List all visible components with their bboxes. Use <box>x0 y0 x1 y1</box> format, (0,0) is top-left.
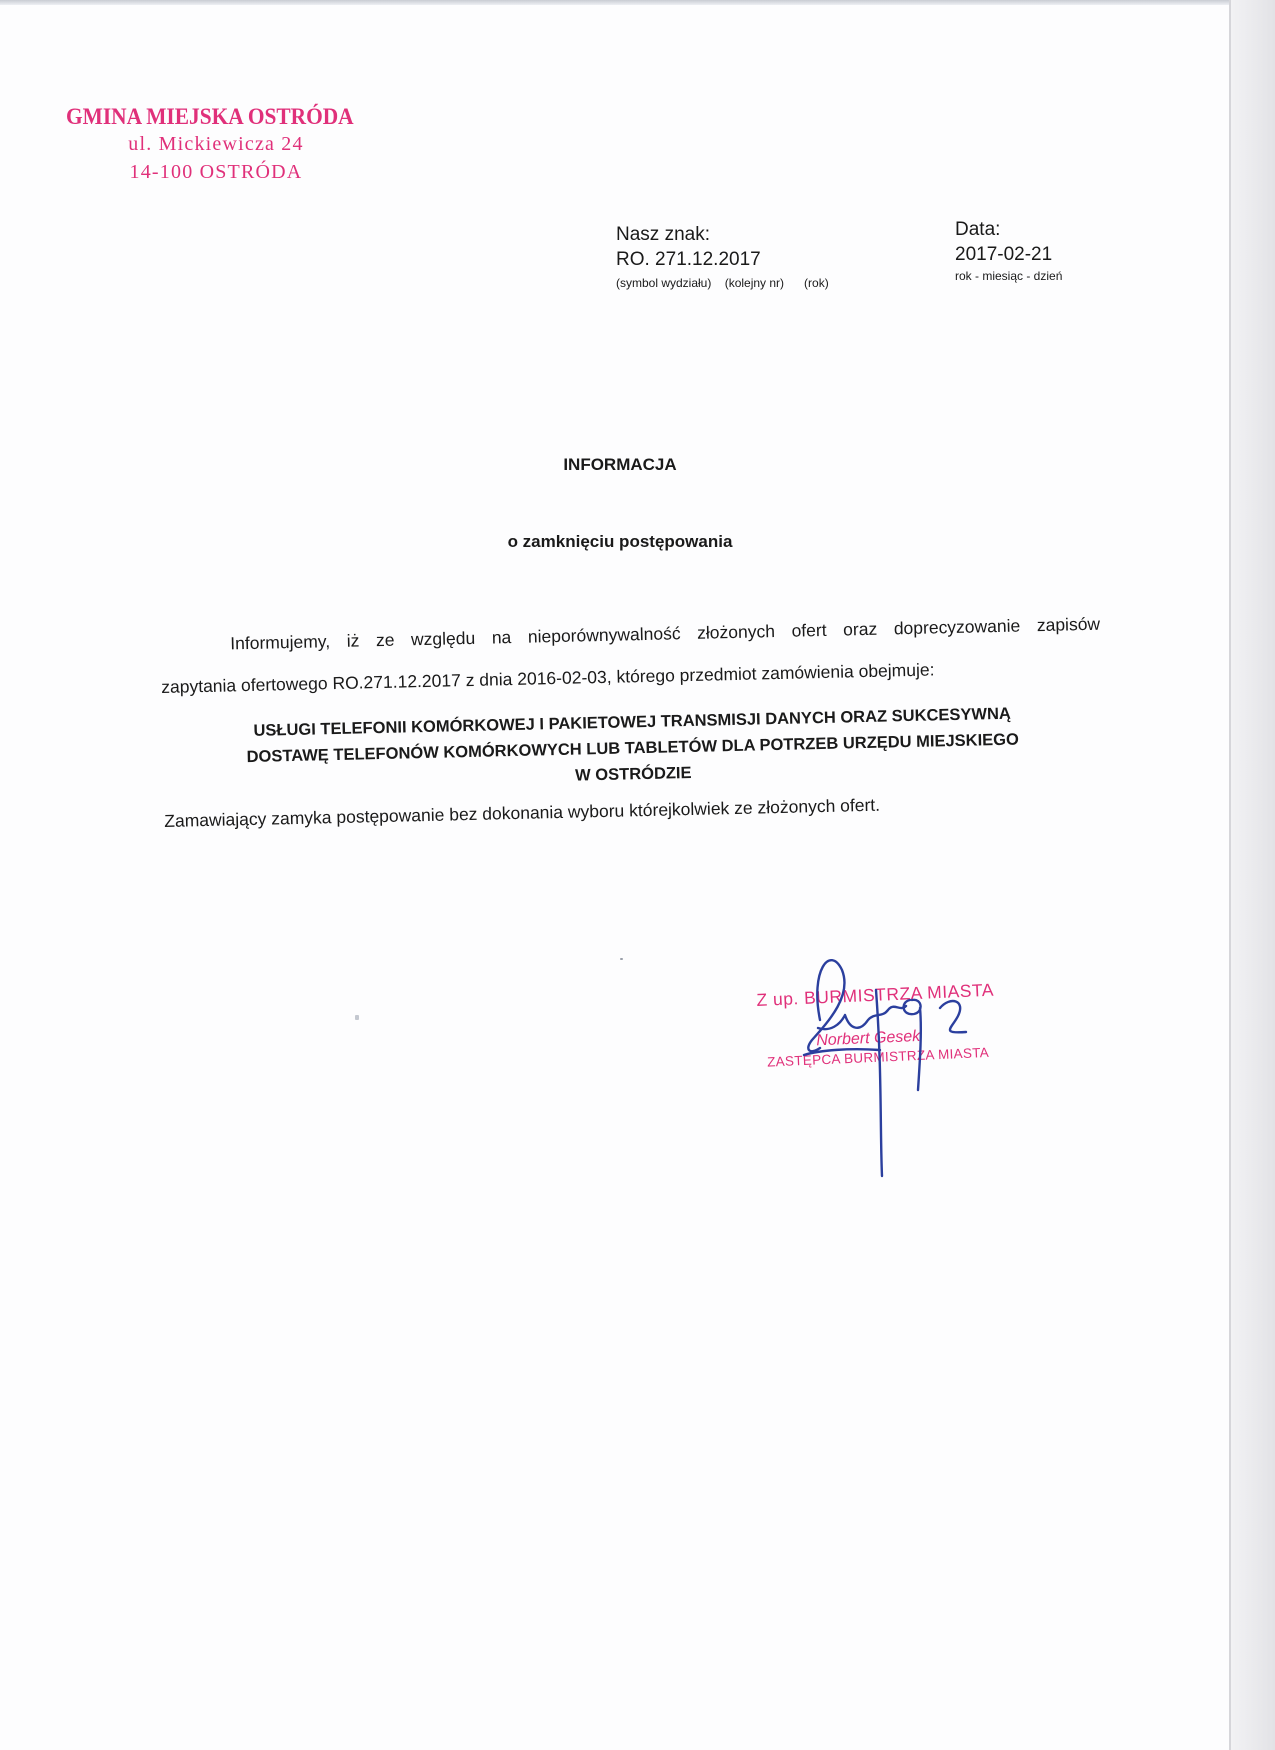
reference-label: Nasz znak: <box>616 224 710 245</box>
signatory-name: Norbert Gesek <box>815 1027 921 1050</box>
office-address-stamp <box>66 104 366 186</box>
date-value: 2017-02-21 <box>955 244 1053 265</box>
body-line-1: Informujemy, iż ze względu na nieporównywalność złożonych ofert oraz doprecyzowanie zapisów <box>230 613 1101 654</box>
procurement-subject <box>162 699 1104 798</box>
handwritten-signature <box>790 950 1020 1180</box>
document-subtitle: o zamknięciu postępowania <box>507 532 733 551</box>
reference-block <box>616 222 896 292</box>
document-title: INFORMACJA <box>563 455 677 474</box>
scan-speck <box>620 958 623 960</box>
signatory-role: ZASTĘPCA BURMISTRZA MIASTA <box>766 1044 990 1070</box>
scan-speck <box>355 1015 359 1020</box>
date-block <box>955 217 1175 285</box>
scan-top-edge <box>0 0 1231 5</box>
office-city: 14-100 OSTRÓDA <box>129 161 303 183</box>
office-name: GMINA MIEJSKA OSTRÓDA <box>66 104 354 129</box>
reference-value: RO. 271.12.2017 <box>616 249 761 270</box>
reference-legend: (symbol wydziału) (kolejny nr) (rok) <box>616 276 829 290</box>
date-label: Data: <box>955 219 1001 240</box>
body-text <box>160 611 1104 834</box>
subject-line: DOSTAWĘ TELEFONÓW KOMÓRKOWYCH LUB TABLETÓW DLA POTRZEB URZĘDU MIEJSKIEGO <box>246 730 1020 767</box>
body-line-2: zapytania ofertowego RO.271.12.2017 z dnia 2016-02-03, którego przedmiot zamówienia obejmuje: <box>161 659 935 697</box>
subject-line: USŁUGI TELEFONII KOMÓRKOWEJ I PAKIETOWEJ TRANSMISJI DANYCH ORAZ SUKCESYWNĄ <box>253 704 1012 740</box>
closing-statement: Zamawiający zamyka postępowanie bez dokonania wyboru którejkolwiek ze złożonych ofert. <box>164 794 881 831</box>
signature-authority: Z up. BURMISTRZA MIASTA <box>756 979 995 1010</box>
date-legend: rok - miesiąc - dzień <box>955 269 1063 283</box>
office-street: ul. Mickiewicza 24 <box>128 133 304 155</box>
subject-line: W OSTRÓDZIE <box>574 763 692 785</box>
scan-right-edge <box>1229 0 1275 1750</box>
